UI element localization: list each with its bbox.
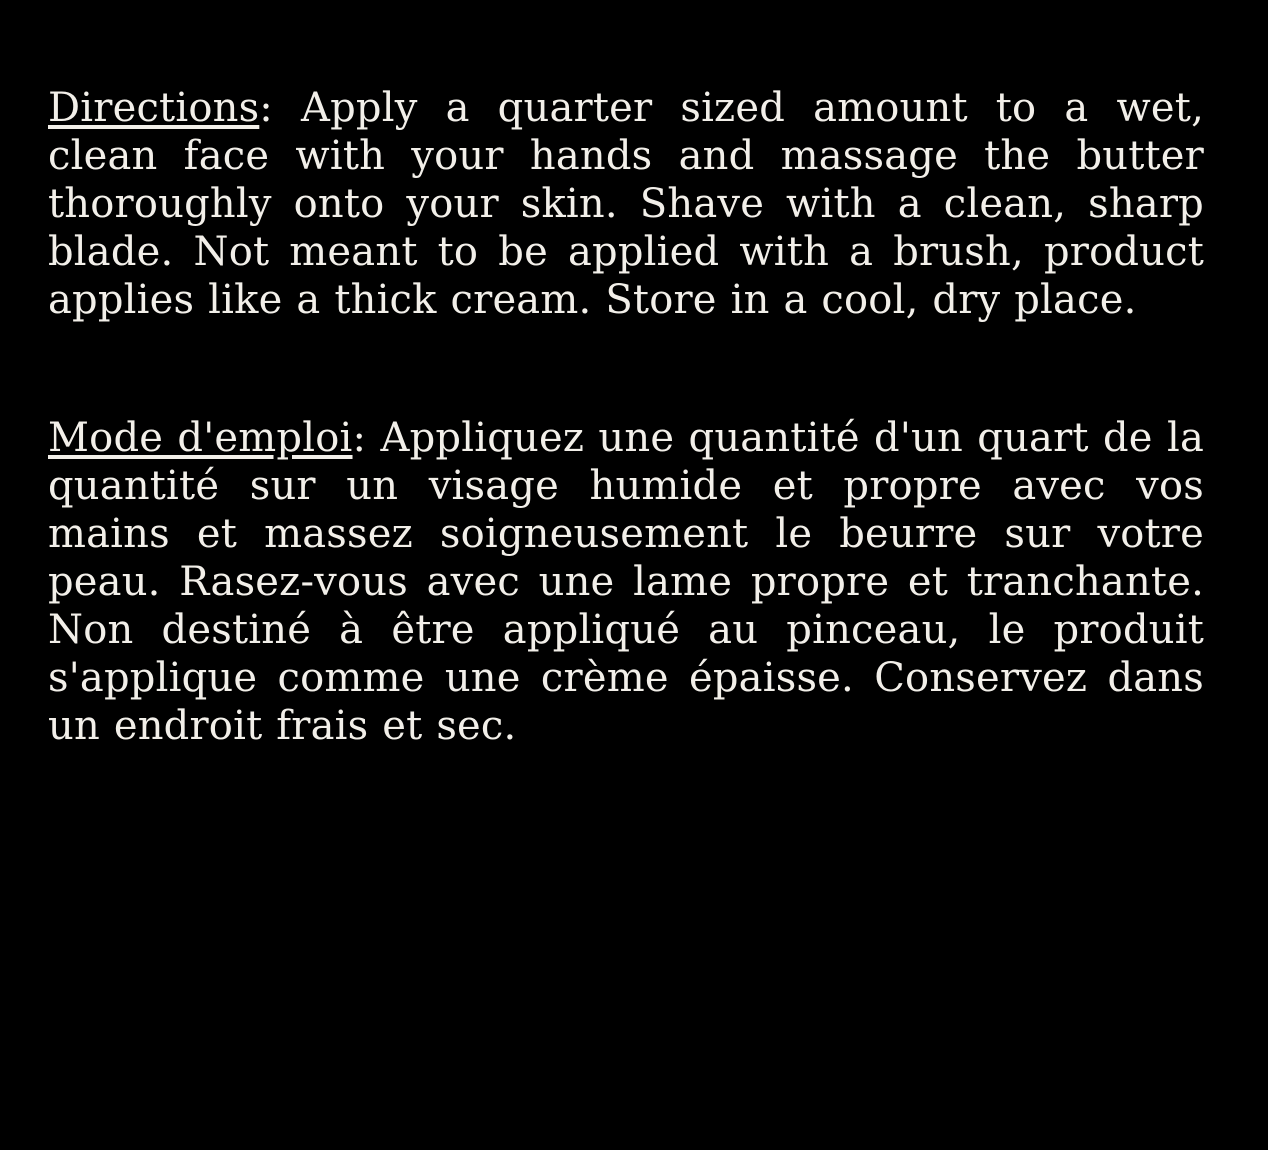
directions-body-en: Apply a quarter sized amount to a wet, clean face with your hands and massage the butter thoroughly onto your skin. Shave with a clean, sharp blade. Not meant to be applied with a brush, product applies like a thick cream. Store in a cool, dry place. bbox=[48, 85, 1204, 323]
directions-label-en: Directions bbox=[48, 85, 260, 131]
directions-separator-fr: : bbox=[352, 415, 381, 461]
directions-body-fr: Appliquez une quantité d'un quart de la quantité sur un visage humide et propre avec vos mains et massez soigneusement le beurre sur votre peau. Rasez-vous avec une lame propre et tranchante. Non destiné à être appliqué au pinceau, le produit s'applique comme une crème épaisse. Conservez dans un endroit frais et sec. bbox=[48, 415, 1205, 749]
document-content bbox=[48, 44, 1204, 790]
directions-paragraph-en bbox=[48, 84, 1204, 324]
directions-separator-en: : bbox=[259, 85, 302, 131]
directions-paragraph-fr bbox=[48, 414, 1204, 750]
directions-label-fr: Mode d'emploi bbox=[48, 415, 353, 461]
